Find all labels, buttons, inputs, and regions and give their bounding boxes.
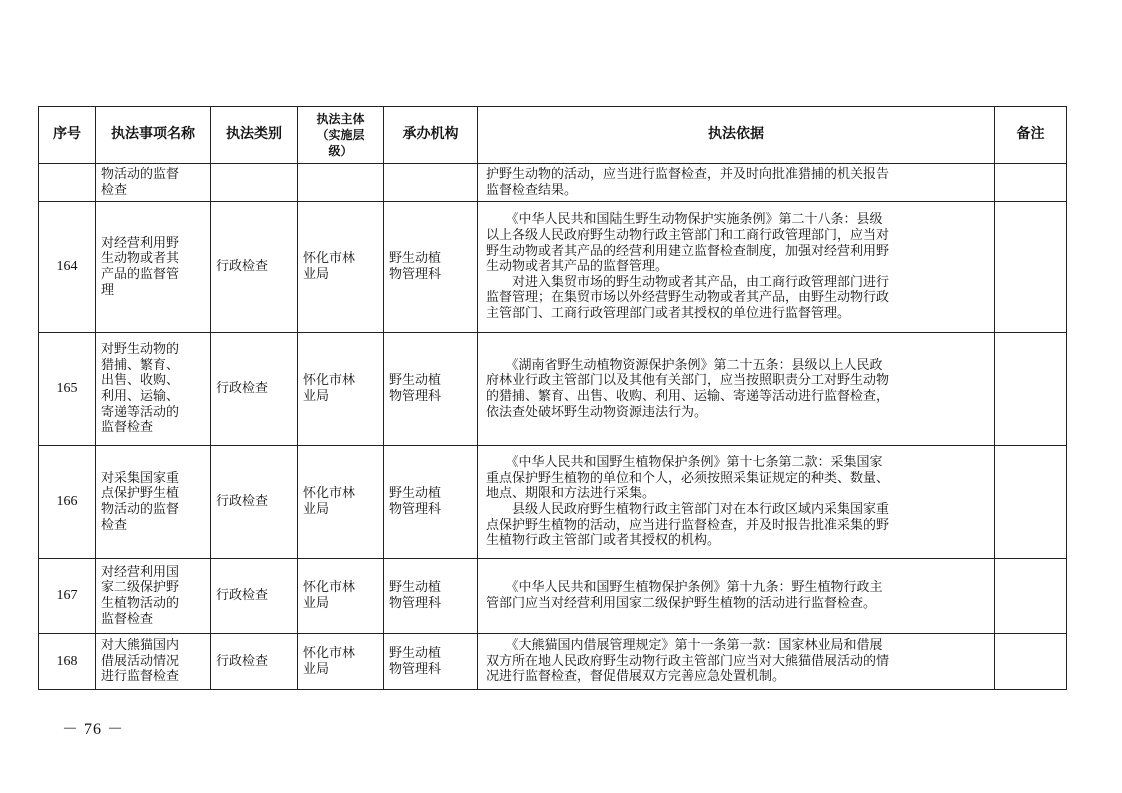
row-category: 行政检查 [211,634,298,690]
header-legal-basis: 执法依据 [478,107,995,164]
row-legal-basis: 《大熊猫国内借展管理规定》第十一条第一款：国家林业局和借展 双方所在地人民政府野生动物行政主管部门应当对大熊猫借展活动的情 况进行监督检查，督促借展双方完善应急处置机制。 [478,634,995,690]
header-row [39,107,1067,164]
row-organization: 野生动植 物管理科 [384,634,478,690]
row-item-name: 对野生动物的 猎捕、繁育、 出售、收购、 利用、运输、 寄递等活动的 监督检查 [96,333,211,446]
table-row [39,446,1067,559]
row-category: 行政检查 [211,559,298,634]
row-organization: 野生动植 物管理科 [384,333,478,446]
table-row [39,202,1067,333]
row-subject: 怀化市林 业局 [298,634,384,690]
row-subject: 怀化市林 业局 [298,446,384,559]
header-serial: 序号 [39,107,96,164]
row-legal-basis: 护野生动物的活动，应当进行监督检查，并及时向批准猎捕的机关报告 监督检查结果。 [478,164,995,202]
table-body [39,164,1067,690]
row-remark [995,333,1067,446]
table-row [39,559,1067,634]
header-category: 执法类别 [211,107,298,164]
row-category [211,164,298,202]
row-serial: 164 [39,202,96,333]
row-category: 行政检查 [211,202,298,333]
row-item-name: 对经营利用国 家二级保护野 生植物活动的 监督检查 [96,559,211,634]
row-remark [995,446,1067,559]
row-serial [39,164,96,202]
header-organization: 承办机构 [384,107,478,164]
row-organization: 野生动植 物管理科 [384,559,478,634]
row-organization: 野生动植 物管理科 [384,446,478,559]
row-organization: 野生动植 物管理科 [384,202,478,333]
row-legal-basis: 《中华人民共和国野生植物保护条例》第十七条第二款：采集国家 重点保护野生植物的单位和个人，必须按照采集证规定的种类、数量、 地点、期限和方法进行采集。 县级人民政府野生植物行政主管部门对在本行政区域内采集国家重 点保护野生植物的活动，应当进行监督检查，并及时报告批准采集的野 生植物行政主管部门或者其授权的机构。 [478,446,995,559]
row-subject [298,164,384,202]
row-remark [995,202,1067,333]
header-item-name: 执法事项名称 [96,107,211,164]
enforcement-table [38,106,1067,690]
row-item-name: 对采集国家重 点保护野生植 物活动的监督 检查 [96,446,211,559]
table-row [39,634,1067,690]
header-remark: 备注 [995,107,1067,164]
row-item-name: 物活动的监督 检查 [96,164,211,202]
row-remark [995,634,1067,690]
row-serial: 168 [39,634,96,690]
row-legal-basis: 《湖南省野生动植物资源保护条例》第二十五条：县级以上人民政 府林业行政主管部门以及其他有关部门，应当按照职责分工对野生动物 的猎捕、繁育、出售、收购、利用、运输、寄递等活动进行监督检查， 依法查处破坏野生动物资源违法行为。 [478,333,995,446]
row-subject: 怀化市林 业局 [298,202,384,333]
row-category: 行政检查 [211,333,298,446]
row-item-name: 对大熊猫国内 借展活动情况 进行监督检查 [96,634,211,690]
row-category: 行政检查 [211,446,298,559]
row-remark [995,559,1067,634]
table-row [39,164,1067,202]
row-subject: 怀化市林 业局 [298,333,384,446]
row-legal-basis: 《中华人民共和国陆生野生动物保护实施条例》第二十八条：县级 以上各级人民政府野生动物行政主管部门和工商行政管理部门，应当对 野生动物或者其产品的经营利用建立监督检查制度，加强对经营利用野 生动物或者其产品的监督管理。 对进入集贸市场的野生动物或者其产品，由工商行政管理部门进行 监督管理；在集贸市场以外经营野生动物或者其产品，由野生动物行政 主管部门、工商行政管理部门或者其授权的单位进行监督管理。 [478,202,995,333]
row-serial: 165 [39,333,96,446]
page-number: － 76 － [62,721,125,738]
row-organization [384,164,478,202]
row-legal-basis: 《中华人民共和国野生植物保护条例》第十九条：野生植物行政主 管部门应当对经营利用国家二级保护野生植物的活动进行监督检查。 [478,559,995,634]
row-remark [995,164,1067,202]
table-row [39,333,1067,446]
row-serial: 166 [39,446,96,559]
row-subject: 怀化市林 业局 [298,559,384,634]
header-subject: 执法主体 （实施层 级） [298,107,384,164]
table-header [39,107,1067,164]
row-item-name: 对经营利用野 生动物或者其 产品的监督管 理 [96,202,211,333]
row-serial: 167 [39,559,96,634]
